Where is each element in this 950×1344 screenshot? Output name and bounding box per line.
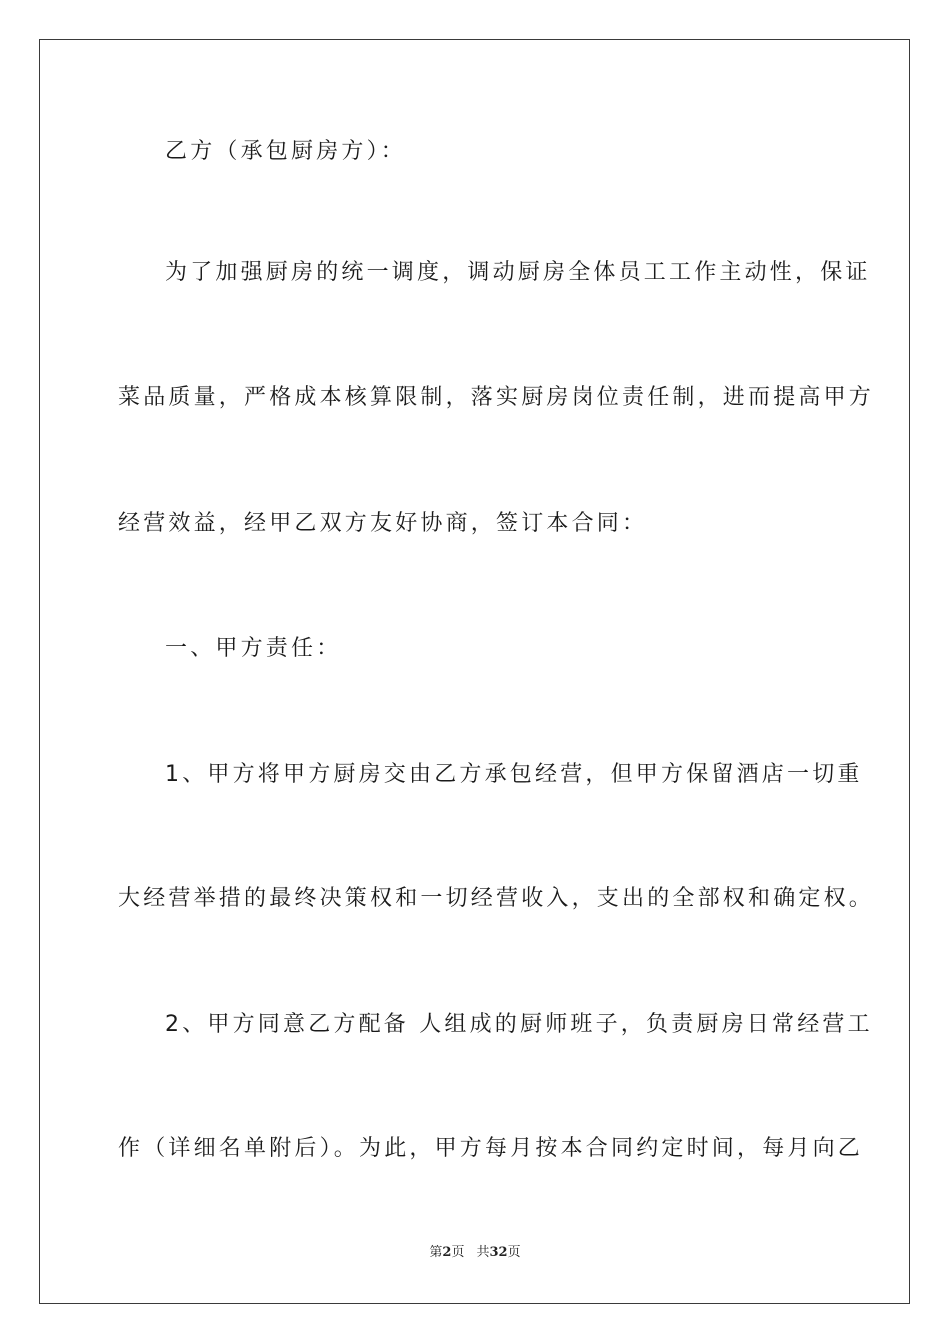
total-pages: 32 bbox=[489, 1245, 508, 1260]
clause-1-line-2: 大经营举措的最终决策权和一切经营收入，支出的全部权和确定权。 bbox=[118, 886, 875, 911]
page-footer bbox=[0, 1243, 950, 1263]
clause-1-line-1: 1、甲方将甲方厨房交由乙方承包经营，但甲方保留酒店一切重 bbox=[165, 762, 863, 787]
page-suffix: 页 bbox=[451, 1245, 465, 1260]
total-suffix: 页 bbox=[507, 1245, 521, 1260]
party-b-line: 乙方（承包厨房方）： bbox=[165, 139, 407, 164]
page-number: 2 bbox=[442, 1245, 452, 1260]
preamble-line-2: 菜品质量，严格成本核算限制，落实厨房岗位责任制，进而提高甲方 bbox=[118, 385, 875, 410]
clause-2-line-2: 作（详细名单附后）。为此，甲方每月按本合同约定时间，每月向乙 bbox=[118, 1136, 864, 1161]
section-1-heading: 一、甲方责任： bbox=[165, 636, 342, 661]
page-prefix: 第 bbox=[429, 1245, 443, 1260]
clause-2-line-1: 2、甲方同意乙方配备 人组成的厨师班子，负责厨房日常经营工 bbox=[165, 1012, 873, 1037]
preamble-line-1: 为了加强厨房的统一调度，调动厨房全体员工工作主动性，保证 bbox=[165, 260, 871, 285]
total-prefix: 共 bbox=[476, 1245, 490, 1260]
preamble-line-3: 经营效益，经甲乙双方友好协商，签订本合同： bbox=[118, 511, 648, 536]
page-border bbox=[39, 39, 910, 1304]
